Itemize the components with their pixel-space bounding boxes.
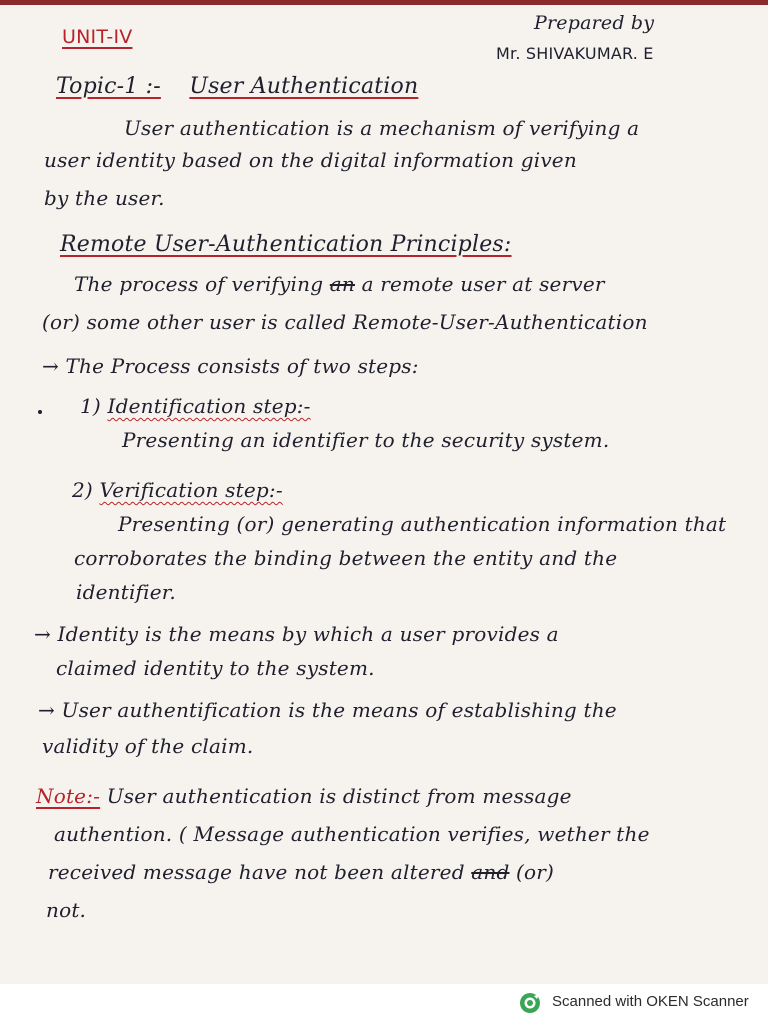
scanner-watermark-text: Scanned with OKEN Scanner — [552, 993, 749, 1010]
step-1-label: Identification step:- — [107, 394, 311, 418]
note-line-3-start: received message have not been altered — [48, 860, 465, 884]
user-auth-line-2: validity of the claim. — [42, 734, 254, 758]
principles-line-2: (or) some other user is called Remote-User-Authentication — [42, 310, 648, 334]
note-line-3-end: (or) — [516, 860, 555, 884]
margin-dot — [38, 410, 42, 414]
note-text-1: User authentication is distinct from message — [106, 784, 572, 808]
step-1-text: Presenting an identifier to the security system. — [122, 428, 610, 452]
page-top-edge — [0, 0, 768, 5]
step-2-heading — [72, 478, 283, 502]
step-2-line-2: corroborates the binding between the entity and the — [74, 546, 618, 570]
step-2-number: 2) — [72, 478, 93, 502]
topic-heading — [56, 74, 418, 99]
scanner-footer — [0, 984, 768, 1024]
intro-line-2: user identity based on the digital information given — [44, 148, 577, 172]
unit-label: UNIT-IV — [62, 26, 133, 48]
step-1-number: 1) — [80, 394, 101, 418]
author-name: Mr. SHIVAKUMAR. E — [496, 44, 654, 63]
principles-line-1-start: The process of verifying — [74, 272, 324, 296]
principles-heading: Remote User-Authentication Principles: — [60, 232, 512, 257]
note-line-1 — [36, 784, 572, 808]
struck-word: an — [329, 272, 355, 296]
user-auth-line-1: → User authentification is the means of establishing the — [38, 698, 617, 722]
step-2-line-3: identifier. — [76, 580, 176, 604]
intro-line-3: by the user. — [44, 186, 165, 210]
note-line-2: authention. ( Message authentication verifies, wether the — [54, 822, 650, 846]
note-line-3 — [48, 860, 554, 884]
identity-line-2: claimed identity to the system. — [56, 656, 375, 680]
topic-title: User Authentication — [189, 74, 419, 99]
principles-line-1 — [74, 272, 605, 296]
note-struck-word: and — [471, 860, 510, 884]
note-line-4: not. — [46, 898, 87, 922]
step-2-line-1: Presenting (or) generating authentication information that — [118, 512, 727, 536]
step-2-label: Verification step:- — [99, 478, 283, 502]
step-1-heading — [80, 394, 311, 418]
prepared-by-label: Prepared by — [534, 12, 655, 34]
topic-label: Topic-1 :- — [56, 74, 161, 99]
oken-scanner-logo-icon — [519, 992, 541, 1014]
identity-line-1: → Identity is the means by which a user provides a — [34, 622, 559, 646]
note-label: Note:- — [36, 784, 101, 808]
intro-line-1: User authentication is a mechanism of verifying a — [124, 116, 640, 140]
principles-line-3: → The Process consists of two steps: — [42, 354, 419, 378]
principles-line-1-end: a remote user at server — [361, 272, 605, 296]
